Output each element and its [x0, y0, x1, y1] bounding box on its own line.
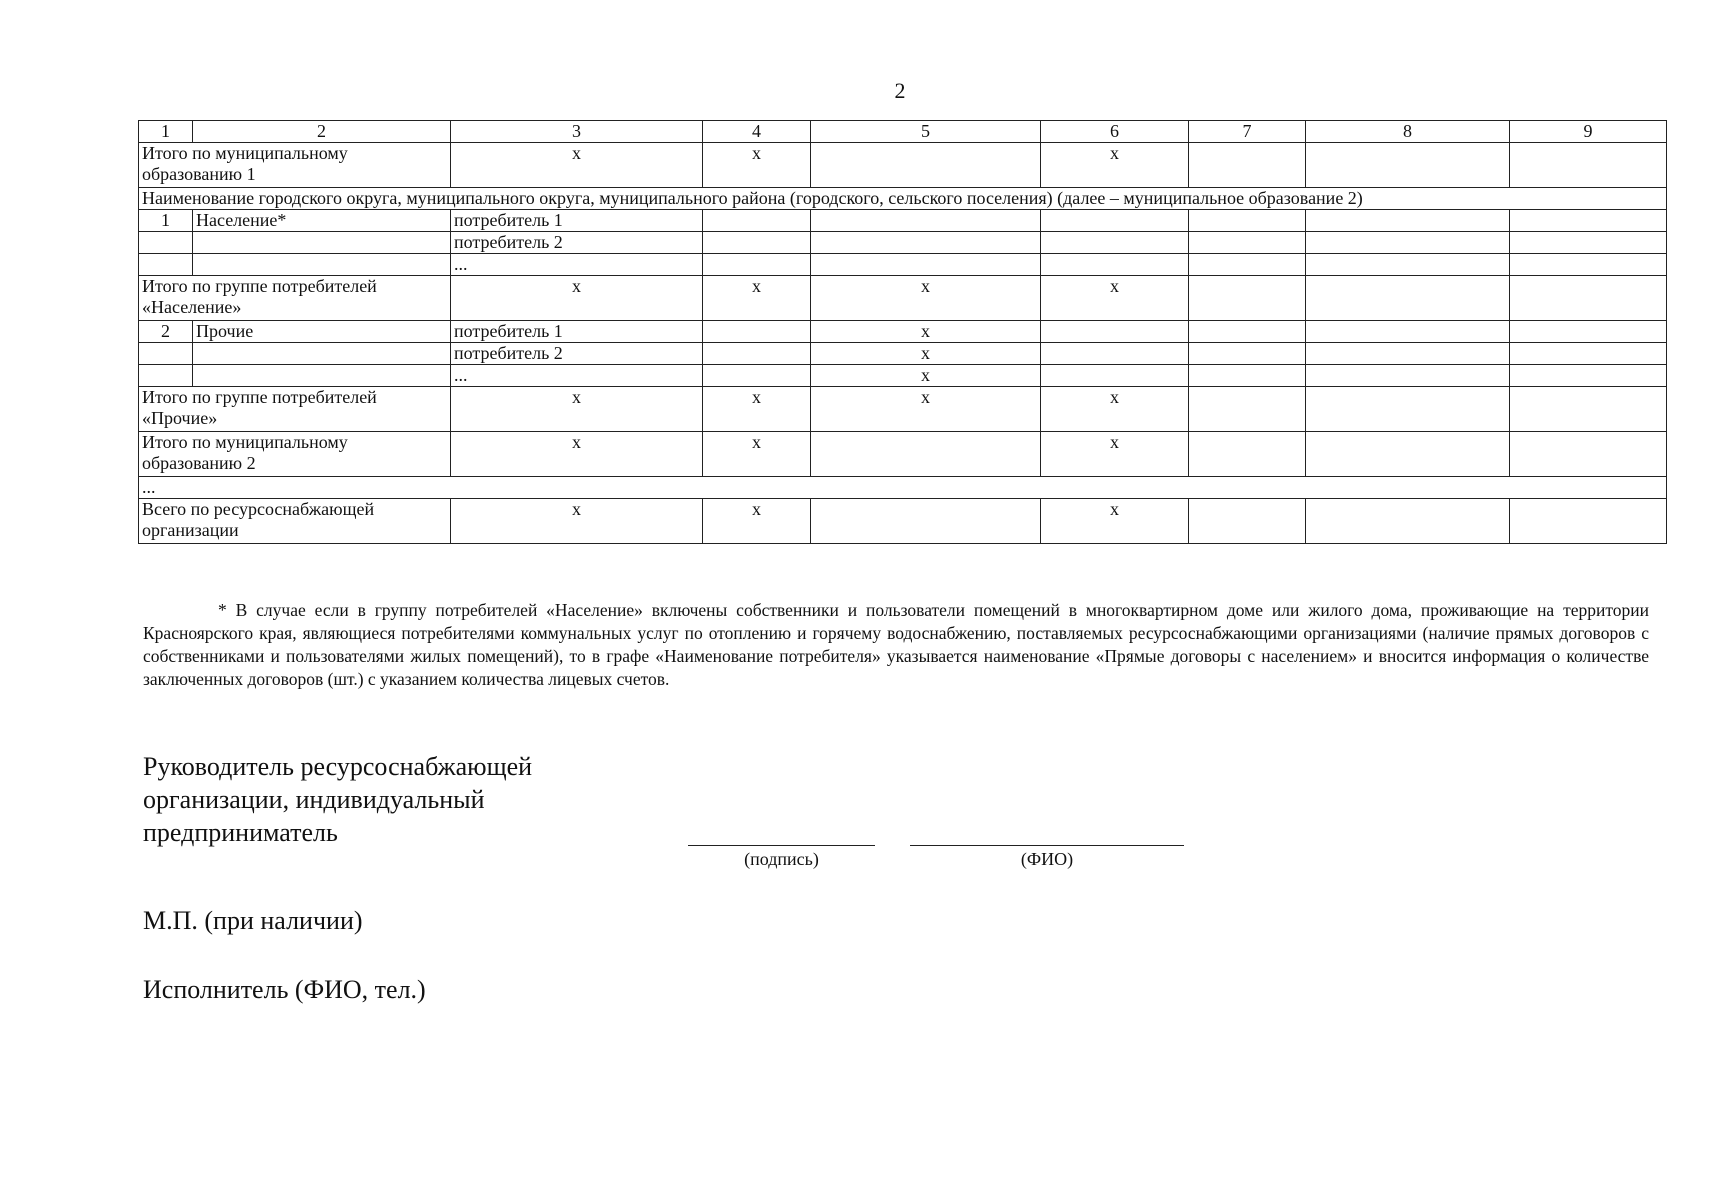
table-cell [1041, 365, 1189, 387]
group1-consumer-row [139, 254, 1667, 276]
table-cell [1189, 432, 1306, 477]
consumer-name: ... [451, 254, 703, 276]
ellipsis-row [139, 477, 1667, 499]
table-cell [1189, 232, 1306, 254]
grand-total-row [139, 499, 1667, 544]
signatory-title-line: организации, индивидуальный [143, 785, 485, 814]
group2-consumer-row [139, 321, 1667, 343]
consumer-name: потребитель 2 [451, 343, 703, 365]
group2-consumer-row [139, 343, 1667, 365]
ellipsis-cell: ... [139, 477, 1667, 499]
table-cell [1510, 210, 1667, 232]
x-mark: x [811, 321, 1041, 343]
x-mark: x [703, 276, 811, 321]
table-cell [193, 365, 451, 387]
signature-caption: (подпись) [744, 849, 819, 869]
table-cell [1510, 499, 1667, 544]
column-number: 2 [193, 121, 451, 143]
table-cell [1306, 365, 1510, 387]
x-mark: x [703, 387, 811, 432]
table-cell [139, 343, 193, 365]
table-cell [811, 499, 1041, 544]
total-mo2-row [139, 432, 1667, 477]
table-cell [703, 210, 811, 232]
table-cell [811, 432, 1041, 477]
group-name: Прочие [193, 321, 451, 343]
footnote: * В случае если в группу потребителей «Население» включены собственники и пользователи помещений в многоквартирном доме или жилого дома, проживающие на территории Красноярского края, являющиеся потребителями коммунальных услуг по отоплению и горячему водоснабжению, поставляемых ресурсоснабжающими организациями (наличие прямых договоров с собственниками и пользователями жилых помещений), то в графе «Наименование потребителя» указывается наименование «Прямые договоры с населением» и вносится информация о количестве заключенных договоров (шт.) с указанием количества лицевых счетов. [143, 600, 1649, 689]
x-mark: x [703, 432, 811, 477]
table-cell [1306, 143, 1510, 188]
x-mark: x [451, 143, 703, 188]
executor-label: Исполнитель (ФИО, тел.) [143, 975, 426, 1004]
stamp-label: М.П. (при наличии) [143, 906, 363, 935]
table-cell [1189, 210, 1306, 232]
table-cell [1510, 365, 1667, 387]
signatory-title-line: Руководитель ресурсоснабжающей [143, 752, 533, 781]
table-cell [1510, 321, 1667, 343]
column-number-row [139, 121, 1667, 143]
table-cell [1510, 232, 1667, 254]
x-mark: x [1041, 499, 1189, 544]
table-cell [1306, 254, 1510, 276]
table-cell [139, 254, 193, 276]
column-number: 5 [811, 121, 1041, 143]
x-mark: x [1041, 276, 1189, 321]
signatory-title [143, 750, 663, 849]
column-number: 1 [139, 121, 193, 143]
row-label: Всего по ресурсоснабжающей организации [139, 499, 451, 544]
report-table [138, 120, 1667, 544]
table-cell [139, 365, 193, 387]
table-cell [811, 210, 1041, 232]
group-number: 2 [139, 321, 193, 343]
table-cell [1510, 432, 1667, 477]
group2-total-row [139, 387, 1667, 432]
row-label: Итого по группе потребителей «Население» [139, 276, 451, 321]
table-cell [193, 343, 451, 365]
column-number: 6 [1041, 121, 1189, 143]
group-name: Население* [193, 210, 451, 232]
x-mark: x [451, 387, 703, 432]
table-cell [703, 321, 811, 343]
table-cell [1189, 254, 1306, 276]
group1-consumer-row [139, 232, 1667, 254]
group-number: 1 [139, 210, 193, 232]
table-cell [1510, 254, 1667, 276]
table-cell [1189, 499, 1306, 544]
table-cell [1306, 387, 1510, 432]
table-cell [1041, 232, 1189, 254]
x-mark: x [1041, 387, 1189, 432]
x-mark: x [811, 343, 1041, 365]
table-cell [1189, 143, 1306, 188]
group1-total-row [139, 276, 1667, 321]
table-cell [1189, 321, 1306, 343]
table-cell [811, 254, 1041, 276]
column-number: 8 [1306, 121, 1510, 143]
table-cell [1041, 321, 1189, 343]
table-cell [139, 232, 193, 254]
table-cell [1306, 432, 1510, 477]
total-mo1-row [139, 143, 1667, 188]
table-cell [1189, 343, 1306, 365]
table-cell [703, 343, 811, 365]
signatory-title-line: предприниматель [143, 818, 338, 847]
x-mark: x [451, 276, 703, 321]
table-cell [1041, 210, 1189, 232]
table-cell [1306, 232, 1510, 254]
consumer-name: потребитель 2 [451, 232, 703, 254]
group2-consumer-row [139, 365, 1667, 387]
x-mark: x [451, 499, 703, 544]
full-name-caption: (ФИО) [1020, 849, 1074, 869]
table-cell [1189, 276, 1306, 321]
table-cell [1041, 343, 1189, 365]
signature-line [688, 845, 875, 846]
table-cell [193, 254, 451, 276]
x-mark: x [811, 387, 1041, 432]
x-mark: x [811, 276, 1041, 321]
group1-consumer-row [139, 210, 1667, 232]
x-mark: x [1041, 143, 1189, 188]
x-mark: x [1041, 432, 1189, 477]
x-mark: x [703, 143, 811, 188]
full-name-line [910, 845, 1184, 846]
table-cell [1510, 276, 1667, 321]
table-cell [1306, 321, 1510, 343]
consumer-name: ... [451, 365, 703, 387]
column-number: 3 [451, 121, 703, 143]
mo2-header-row [139, 188, 1667, 210]
table-cell [1510, 343, 1667, 365]
row-label: Итого по муниципальному образованию 1 [139, 143, 451, 188]
row-label: Итого по группе потребителей «Прочие» [139, 387, 451, 432]
table-cell [1041, 254, 1189, 276]
x-mark: x [811, 365, 1041, 387]
row-label: Итого по муниципальному образованию 2 [139, 432, 451, 477]
table-cell [1306, 499, 1510, 544]
consumer-name: потребитель 1 [451, 210, 703, 232]
x-mark: x [451, 432, 703, 477]
page-number: 2 [894, 78, 906, 103]
table-cell [1306, 343, 1510, 365]
table-cell [703, 232, 811, 254]
table-cell [811, 143, 1041, 188]
x-mark: x [703, 499, 811, 544]
column-number: 7 [1189, 121, 1306, 143]
table-cell [703, 365, 811, 387]
table-cell [1306, 210, 1510, 232]
column-number: 4 [703, 121, 811, 143]
table-cell [1189, 365, 1306, 387]
consumer-name: потребитель 1 [451, 321, 703, 343]
table-cell [1510, 143, 1667, 188]
column-number: 9 [1510, 121, 1667, 143]
table-cell [1306, 276, 1510, 321]
table-cell [703, 254, 811, 276]
section-header: Наименование городского округа, муниципального округа, муниципального района (городского, сельского поселения) (далее – муниципальное образование 2) [139, 188, 1667, 210]
table-cell [1510, 387, 1667, 432]
table-cell [811, 232, 1041, 254]
table-cell [1189, 387, 1306, 432]
table-cell [193, 232, 451, 254]
